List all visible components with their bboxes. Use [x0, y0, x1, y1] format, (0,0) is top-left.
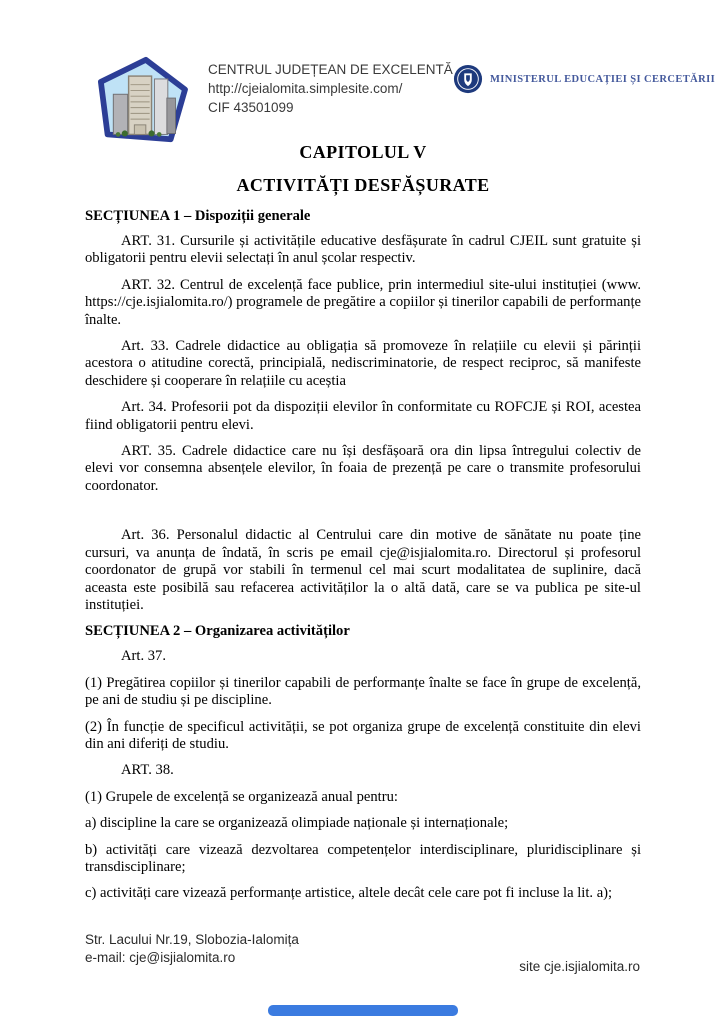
org-website: http://cjeialomita.simplesite.com/: [208, 81, 403, 96]
org-cif: CIF 43501099: [208, 100, 294, 115]
paragraph-art-38: ART. 38.: [121, 762, 174, 779]
list-item-b: b) activități care vizează dezvoltarea competențelor interdisciplinare, pluridisciplinare și transdisciplinare;: [85, 841, 641, 875]
chapter-subtitle: ACTIVITĂȚI DESFĂȘURATE: [236, 175, 490, 195]
paragraph-art-36: Art. 36. Personalul didactic al Centrului care din motive de sănătate nu poate ține cursuri, va anunța de îndată, în scris pe email cje@isjialomita.ro. Directorul și profesorul coordonator de grupă vor stabili în termenul cel mai scurt modalitatea de suplinire, dacă aceasta este posibilă sau refacerea activităților la o altă dată, care se va publica pe site-ul instituției.: [85, 527, 641, 613]
section-1-heading: SECȚIUNEA 1 – Dispoziții generale: [85, 208, 311, 224]
list-item-a: a) discipline la care se organizează olimpiade naționale și internaționale;: [85, 815, 509, 832]
section-2-heading: SECȚIUNEA 2 – Organizarea activităților: [85, 623, 350, 640]
paragraph-art-33: Art. 33. Cadrele didactice au obligația să promoveze în relațiile cu elevii și părinții acestora o atitudine corectă, principială, nediscriminatorie, de respect reciproc, să manifeste deschidere și cooperare în relațiile cu aceștia: [85, 338, 641, 389]
footer-address: Str. Lacului Nr.19, Slobozia-Ialomița: [85, 932, 299, 947]
paragraph-art-35: ART. 35. Cadrele didactice care nu își desfășoară ora din lipsa întregului colectiv de elevi vor consemna absențele elevilor, în foaia de prezență pe care o transmite profesorului coordonator.: [85, 443, 641, 494]
footer-email: e-mail: cje@isjialomita.ro: [85, 950, 236, 965]
cje-logo: [94, 56, 190, 144]
paragraph-art-37-2: (2) În funcție de specificul activității, se pot organiza grupe de excelență constituite din elevi din ani diferiți de studiu.: [85, 718, 641, 752]
list-item-c: c) activități care vizează performanțe artistice, altele decât cele care pot fi incluse la lit. a);: [85, 885, 613, 902]
ministry-name: MINISTERUL EDUCAȚIEI ȘI CERCETĂRII: [490, 73, 716, 85]
paragraph-art-37: Art. 37.: [121, 648, 166, 665]
chapter-title: CAPITOLUL V: [299, 142, 427, 162]
footer-site: site cje.isjialomita.ro: [519, 959, 640, 974]
paragraph-art-38-1: (1) Grupele de excelență se organizează anual pentru:: [85, 788, 398, 805]
footer-contact-block: [85, 931, 299, 967]
paragraph-art-32: ART. 32. Centrul de excelență face publice, prin intermediul site-ului instituției (www. https://cje.isjialomita.ro/) programele de pregătire a copiilor și tinerilor capabili de performanțe înalte.: [85, 276, 641, 328]
ministry-header: [453, 64, 715, 94]
city-buildings-icon: [94, 56, 190, 144]
org-name: CENTRUL JUDEȚEAN DE EXCELENTĂ: [208, 62, 453, 77]
paragraph-art-31: ART. 31. Cursurile și activitățile educative desfășurate în cadrul CJEIL sunt gratuite și obligatorii pentru elevii selectați în anul școlar respectiv.: [85, 233, 641, 267]
document-content: [85, 142, 641, 912]
paragraph-art-34: Art. 34. Profesorii pot da dispoziții elevilor în conformitate cu ROFCJE și ROI, acestea fiind obligatorii pentru elevi.: [85, 399, 641, 433]
paragraph-art-37-1: (1) Pregătirea copiilor și tinerilor capabili de performanțe înalte se face în grupe de excelență, pe ani de studiu și pe discipline.: [85, 674, 641, 709]
ministry-seal-icon: [453, 64, 483, 94]
horizontal-scrollbar-thumb[interactable]: [268, 1005, 458, 1016]
header-org-block: [208, 60, 453, 117]
